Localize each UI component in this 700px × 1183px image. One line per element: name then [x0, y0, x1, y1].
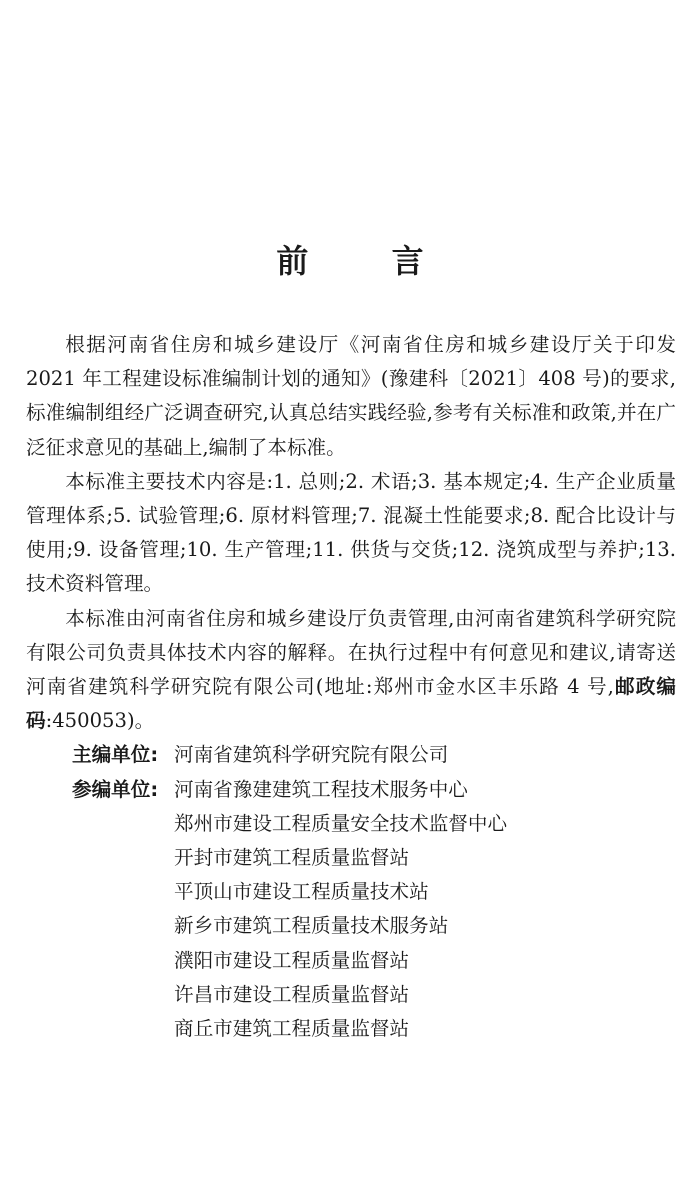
paragraph-contents: 本标准主要技术内容是:1. 总则;2. 术语;3. 基本规定;4. 生产企业质量管理体系;5. 试验管理;6. 原材料管理;7. 混凝土性能要求;8. 配合比设计与使用;9. 设备管理;10. 生产管理;11. 供货与交货;12. 浇筑成型与养护;13. 技术资料管理。 [26, 469, 676, 596]
participating-unit: 许昌市建设工程质量监督站 [174, 982, 410, 1006]
preface-body [26, 328, 676, 1046]
participating-unit: 濮阳市建设工程质量监督站 [174, 948, 410, 972]
participating-unit: 河南省豫建建筑工程技术服务中心 [174, 777, 468, 801]
participating-unit: 平顶山市建设工程质量技术站 [174, 880, 429, 904]
chief-unit-label: 主编单位: [72, 743, 159, 767]
paragraph-basis: 根据河南省住房和城乡建设厅《河南省住房和城乡建设厅关于印发 2021 年工程建设标准编制计划的通知》(豫建科〔2021〕408 号)的要求,标准编制组经广泛调查研究,认真总结实践经验,参考有关标准和政策,并在广泛征求意见的基础上,编制了本标准。 [26, 333, 676, 459]
chief-unit-value: 河南省建筑科学研究院有限公司 [174, 743, 449, 767]
participating-units-label: 参编单位: [72, 777, 159, 801]
participating-unit: 新乡市建筑工程质量技术服务站 [174, 914, 449, 938]
participating-unit: 郑州市建设工程质量安全技术监督中心 [174, 811, 508, 835]
participating-unit: 商丘市建筑工程质量监督站 [174, 1017, 410, 1041]
participating-unit: 开封市建筑工程质量监督站 [174, 846, 410, 870]
management-text: 本标准由河南省住房和城乡建设厅负责管理,由河南省建筑科学研究院有限公司负责具体技术内容的解释。在执行过程中有何意见和建议,请寄送河南省建筑科学研究院有限公司(地址:郑州市金水区丰乐路 4 号, [26, 606, 676, 699]
units-list [26, 738, 676, 1046]
paragraph-management [26, 602, 676, 739]
chief-unit-row [26, 738, 676, 772]
postcode-value: :450053)。 [45, 709, 155, 733]
postcode-label: 邮政编码 [26, 675, 676, 733]
page-title: 前 言 [276, 242, 460, 280]
participating-units-row [26, 773, 676, 1047]
